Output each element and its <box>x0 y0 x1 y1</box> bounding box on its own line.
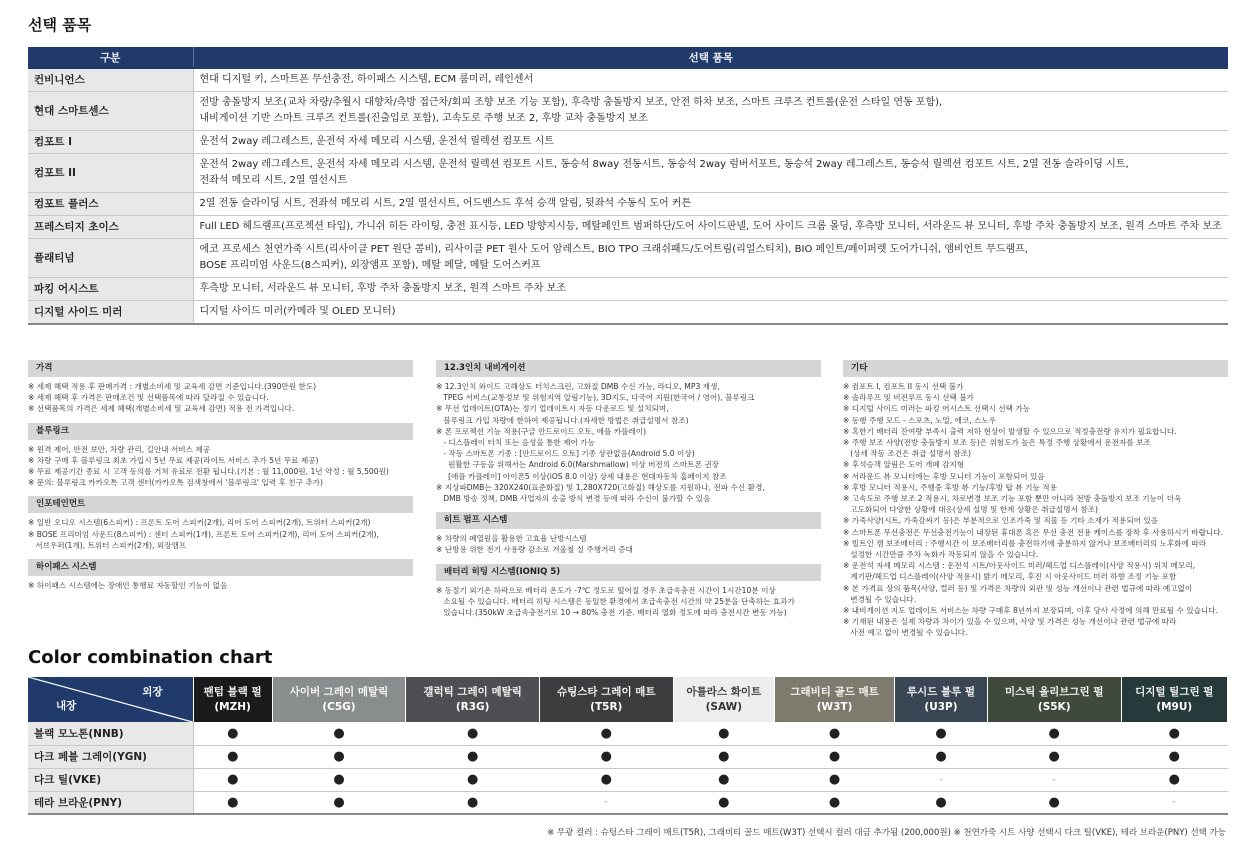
option-items <box>193 216 1228 239</box>
note-line: 사전 예고 없이 변경될 수 있습니다. <box>843 628 968 638</box>
exterior-color-code: (W3T) <box>816 700 853 713</box>
color-combination-table <box>28 677 1228 815</box>
option-row <box>28 301 1228 325</box>
option-category: 컨비니언스 <box>28 68 193 92</box>
available-dot: ● <box>673 768 775 791</box>
option-items-line: Full LED 헤드램프(프로젝션 타입), 가니쉬 히든 라이팅, 충전 표시등, LED 방향지시등, 메탈페인트 범퍼하단/도어 사이드판넬, 도어 사이드 크롬 몰딩, 후측방 모니터, 서라운드 뷰 모니터, 후방 주차 충돌방지 보조, 원격 스마트 주차 보조 <box>199 221 1222 232</box>
note-line: 고도화되어 다양한 상황에 대응(상세 설명 및 한계 상황은 취급설명서 참조) <box>843 505 1098 515</box>
unavailable-mark: - <box>539 791 673 814</box>
interior-label: 내장 <box>56 700 77 712</box>
exterior-color-name: 사이버 그레이 메탈릭 <box>289 685 389 698</box>
available-dot: ● <box>193 722 272 745</box>
notes-column-3 <box>843 360 1228 647</box>
available-dot: ● <box>895 791 988 814</box>
option-row <box>28 92 1228 131</box>
option-row <box>28 154 1228 193</box>
available-dot: ● <box>673 745 775 768</box>
note-block <box>436 512 821 555</box>
available-dot: ● <box>406 768 540 791</box>
option-category: 컴포트 II <box>28 154 193 193</box>
note-line: ※ 운전석 자세 메모리 시스템 : 운전석 시트/아웃사이드 미러/헤드업 디스플레이(사양 적용시) 위치 메모리, <box>843 561 1196 571</box>
exterior-color-code: (M9U) <box>1156 700 1193 713</box>
note-block <box>28 496 413 551</box>
option-row <box>28 216 1228 239</box>
note-block <box>28 559 413 591</box>
available-dot: ● <box>193 768 272 791</box>
interior-row <box>28 745 1228 768</box>
option-category: 컴포트 I <box>28 131 193 154</box>
options-header-items: 선택 품목 <box>193 47 1228 68</box>
note-line: ※ 혹한기 배터리 잔여량 부족시 출력 저하 현상이 발생할 수 있으므로 적정충전량 유지가 필요합니다. <box>843 426 1177 436</box>
notes-column-1 <box>28 360 413 599</box>
note-line: ※ 무료 제공기간 종료 시 고객 동의를 거쳐 유료로 전환 됩니다.(기본 : 월 11,000원, 1년 약정 : 월 5,500원) <box>28 467 389 477</box>
available-dot: ● <box>272 791 406 814</box>
exterior-color-name: 슈팅스타 그레이 매트 <box>556 685 656 698</box>
interior-name: 다크 틸(VKE) <box>28 768 193 791</box>
option-category: 파킹 어시스트 <box>28 278 193 301</box>
exterior-color-header <box>1121 677 1227 722</box>
option-row <box>28 278 1228 301</box>
unavailable-mark: - <box>1121 791 1227 814</box>
note-line: ※ 본 가격표 상의 품목(사양, 컬러 등) 및 가격은 차량의 외관 및 성능 개선이나 관련 법규에 따라 예고없이 <box>843 583 1193 593</box>
note-heading: 배터리 히팅 시스템(IONIQ 5) <box>436 564 821 581</box>
option-items-line: BOSE 프리미엄 사운드(8스피커), 외장앰프 포함), 메탈 페달, 메탈 도어스커프 <box>199 260 541 271</box>
option-items <box>193 301 1228 325</box>
note-line: ※ 난방용 위한 전기 사용량 감소로 겨울철 실 주행거리 증대 <box>436 545 633 555</box>
available-dot: ● <box>272 745 406 768</box>
option-items <box>193 92 1228 131</box>
available-dot: ● <box>406 791 540 814</box>
note-line: DMB 방송 정책, DMB 사업자의 송출 방식 변경 등에 따라 수신이 불가할 수 있음 <box>436 494 711 504</box>
available-dot: ● <box>775 722 895 745</box>
note-heading: 히트 펌프 시스템 <box>436 512 821 529</box>
exterior-color-header <box>987 677 1121 722</box>
exterior-color-code: (S5K) <box>1037 700 1071 713</box>
option-items-line: 운전석 2way 레그레스트, 운전석 자세 메모리 시스템, 운전석 릴렉션 컴포트 시트 <box>199 136 555 147</box>
unavailable-mark: - <box>987 768 1121 791</box>
option-items <box>193 193 1228 216</box>
exterior-color-name: 루시드 블루 펄 <box>906 685 976 698</box>
exterior-color-code: (U3P) <box>924 700 958 713</box>
option-category: 컴포트 플러스 <box>28 193 193 216</box>
option-row <box>28 239 1228 278</box>
option-row <box>28 131 1228 154</box>
color-chart-title: Color combination chart <box>28 647 273 668</box>
option-items <box>193 239 1228 278</box>
available-dot: ● <box>775 791 895 814</box>
option-items-line: 디지털 사이드 미러(카메라 및 OLED 모니터) <box>199 306 396 317</box>
note-heading: 블루링크 <box>28 423 413 440</box>
available-dot: ● <box>895 745 988 768</box>
option-items <box>193 131 1228 154</box>
note-line: ※ 세제 혜택 후 가격은 판매조건 및 선택품목에 따라 달라질 수 있습니다. <box>28 393 269 403</box>
note-block <box>28 423 413 489</box>
note-line: (상세 작동 조건은 취급 설명서 참조) <box>843 449 971 459</box>
option-items-line: 내비게이션 기반 스마트 크루즈 컨트롤(진출입로 포함), 고속도로 주행 보조 2, 후방 교차 충돌방지 보조 <box>199 113 648 124</box>
note-block <box>436 360 821 504</box>
note-line: ※ 차량의 폐열원을 활용한 고효율 난방시스템 <box>436 534 587 544</box>
note-line: ※ 컴포트 I, 컴포트 II 동시 선택 불가 <box>843 382 964 391</box>
available-dot: ● <box>1121 745 1227 768</box>
exterior-color-header <box>539 677 673 722</box>
exterior-color-code: (T5R) <box>590 700 623 713</box>
exterior-color-header <box>193 677 272 722</box>
section-title: 선택 품목 <box>28 16 92 34</box>
option-category: 플래티넘 <box>28 239 193 278</box>
note-block <box>28 360 413 415</box>
note-line: 소요될 수 있습니다. 배터리 히팅 시스템은 동일한 환경에서 초급속충전 시간의 약 25분을 단축하는 효과가 <box>436 596 795 606</box>
exterior-color-header <box>895 677 988 722</box>
note-line: 계기판/헤드업 디스플레이(사양 적용시) 밝기 메모리, 후진 시 아웃사이드 미러 하향 조정 기능 포함 <box>843 572 1177 582</box>
option-items-line: 전좌석 메모리 시트, 2열 열선시트 <box>199 175 348 186</box>
exterior-color-name: 갤럭틱 그레이 메탈릭 <box>423 685 522 698</box>
available-dot: ● <box>1121 768 1227 791</box>
note-line: ※ 동절기 외기온 하락으로 배터리 온도가 -7℃ 정도로 떨어질 경우 초급속충전 시간이 1시간10분 이상 <box>436 585 776 595</box>
exterior-color-name: 그래비티 골드 매트 <box>790 685 879 698</box>
note-heading: 기타 <box>843 360 1228 377</box>
available-dot: ● <box>987 722 1121 745</box>
note-block <box>843 360 1228 639</box>
available-dot: ● <box>406 745 540 768</box>
note-line: TPEG 서비스(교통정보 및 위험지역 알림기능), 3D지도, 다국어 지원(한국어 / 영어), 블루링크 <box>436 393 755 403</box>
option-items <box>193 278 1228 301</box>
note-line: 블루링크 가입 차량에 한하여 제공됩니다.(자세한 방법은 취급설명서 참조) <box>436 415 689 425</box>
note-line: - 작동 스마트폰 기종 : [안드로이드 오토] 기종 상관없음(Android 5.0 이상) <box>436 449 695 459</box>
note-line: ※ 지상파DMB는 320X240(표준화질) 및 1,280X720(고화질) 해상도를 지원하나, 전파 수신 환경, <box>436 482 765 492</box>
exterior-color-code: (MZH) <box>214 700 251 713</box>
note-line: 서브우퍼(1개), 트위터 스피커(2개), 외장앰프 <box>28 540 187 550</box>
note-line: ※ BOSE 프리미엄 사운드(8스피커) : 센터 스피커(1개), 프론트 도어 스피커(2개), 리어 도어 스피커(2개), <box>28 529 379 539</box>
note-line: ※ 동행 주행 모드 - 스포츠, 노멀, 에코, 스노우 <box>843 415 997 425</box>
available-dot: ● <box>987 791 1121 814</box>
option-row <box>28 193 1228 216</box>
exterior-color-code: (SAW) <box>705 700 743 713</box>
option-items-line: 운전석 2way 레그레스트, 운전석 자세 메모리 시스템, 운전석 릴렉션 컴포트 시트, 동승석 8way 전동시트, 동승석 2way 럼버서포트, 동승석 2way 레그레스트, 동승석 릴렉션 컴포트 시트, 2열 전동 슬라이딩 시트, <box>199 159 1129 170</box>
option-items-line: 전방 충돌방지 보조(교차 차량/추월시 대향차/측방 접근차/회피 조향 보조 기능 포함), 후측방 충돌방지 보조, 안전 하차 보조, 스마트 크루즈 컨트롤(운전 스타일 연동 포함), <box>199 97 943 108</box>
option-items-line: 2열 전동 슬라이딩 시트, 전좌석 메모리 시트, 2열 열선시트, 어드밴스드 후석 승객 알림, 뒷좌석 수동식 도어 커튼 <box>199 198 692 209</box>
exterior-color-name: 팬텀 블랙 펄 <box>203 685 262 698</box>
available-dot: ● <box>539 768 673 791</box>
note-line: 설정한 시간만큼 주차 녹화가 작동되지 않을 수 있습니다. <box>843 550 1039 560</box>
note-line: [애플 카플레이] 아이폰5 이상(iOS 8.0 이상) 상세 내용은 현대자동차 홈페이지 참조 <box>436 471 727 481</box>
available-dot: ● <box>895 722 988 745</box>
note-heading: 가격 <box>28 360 413 377</box>
available-dot: ● <box>193 745 272 768</box>
note-line: ※ 후방 모니터 적용시, 주행중 후방 뷰 기능/후방 탑 뷰 기능 적용 <box>843 482 1057 492</box>
note-line: ※ 가죽사양(시트, 가죽감싸기 등)은 부분적으로 인조가죽 및 직물 등 기타 소재가 적용되어 있음 <box>843 516 1159 526</box>
note-line: ※ 기재된 내용은 실제 차량과 차이가 있을 수 있으며, 사양 및 가격은 성능 개선이나 관련 법규에 따라 <box>843 617 1177 627</box>
available-dot: ● <box>539 745 673 768</box>
option-category: 현대 스마트센스 <box>28 92 193 131</box>
option-items <box>193 68 1228 92</box>
note-heading: 인포테인먼트 <box>28 496 413 513</box>
note-line: ※ 솔라루프 및 비전루프 동시 선택 불가 <box>843 393 974 403</box>
note-line: 원활한 구동을 위해서는 Android 6.0(Marshmallow) 이상 버전의 스마트폰 권장 <box>436 460 720 470</box>
exterior-color-header <box>406 677 540 722</box>
note-heading: 하이패스 시스템 <box>28 559 413 576</box>
note-line: ※ 폰 프로젝션 기능 적용(구글 안드로이드 오토, 애플 카플레이) <box>436 426 647 436</box>
interior-name: 블랙 모노톤(NNB) <box>28 722 193 745</box>
options-header-category: 구분 <box>28 47 193 68</box>
note-block <box>436 564 821 619</box>
interior-row <box>28 722 1228 745</box>
note-line: ※ 고속도로 주행 보조 2 적용시, 차로변경 보조 기능 포함 뿐만 아니라 전방 충돌방지 보조 기능이 더욱 <box>843 494 1182 504</box>
interior-row <box>28 791 1228 814</box>
note-line: ※ 빌트인 캠 보조배터리 : 주행시간 이 보조배터리를 충전하기에 충분하지 않거나 보조배터리의 노후화에 따라 <box>843 538 1207 548</box>
exterior-label: 외장 <box>142 686 163 698</box>
option-row <box>28 68 1228 92</box>
option-category: 디지털 사이드 미러 <box>28 301 193 325</box>
footnote: ※ 무광 컬러 : 슈팅스타 그레이 매트(T5R), 그래비티 골드 매트(W3T) 선택시 컬러 대금 추가됨 (200,000원) ※ 천연가죽 시트 사양 선택시 다크 틸(VKE), 테라 브라운(PNY) 선택 가능 <box>547 828 1226 838</box>
available-dot: ● <box>1121 722 1227 745</box>
note-line: ※ 일반 오디오 시스템(6스피커) : 프론트 도어 스피커(2개), 리어 도어 스피커(2개), 트위터 스피커(2개) <box>28 518 371 528</box>
option-category: 프레스티지 초이스 <box>28 216 193 239</box>
option-items-line: 에코 프로세스 천연가죽 시트(리사이클 PET 원단 콤비), 리사이클 PET 원사 도어 암레스트, BIO TPO 크래쉬패드/도어트림(리얼스티치), BIO 페인트/페이퍼렛 도어가니쉬, 앰비언트 무드램프, <box>199 244 1028 255</box>
note-line: ※ 12.3인치 와이드 고해상도 터치스크린, 고화질 DMB 수신 가능, 라디오, MP3 재생, <box>436 382 720 391</box>
available-dot: ● <box>193 791 272 814</box>
note-line: ※ 무선 업데이트(OTA)는 정기 업데이트시 자동 다운로드 및 설치되며, <box>436 404 669 414</box>
available-dot: ● <box>673 722 775 745</box>
note-line: 있습니다.(350kW 초급속충전기로 10 → 80% 충전 기준. 배터리 열화 정도에 따라 충전시간 변동 가능) <box>436 608 787 618</box>
note-line: 변경될 수 있습니다. <box>843 594 917 604</box>
note-line: ※ 차량 구매 후 블루링크 최초 가입시 5년 무료 제공(라이트 서비스 추가 5년 무료 제공) <box>28 455 319 465</box>
note-line: ※ 문의: 블루링크 카카오톡 고객 센터(카카오톡 검색창에서 '블루링크' 입력 후 친구 추가) <box>28 478 323 488</box>
note-line: - 디스플레이 터치 또는 음성을 통한 제어 가능 <box>436 438 595 448</box>
exterior-color-name: 아틀라스 화이트 <box>686 685 762 698</box>
option-items-line: 후측방 모니터, 서라운드 뷰 모니터, 후방 주차 충돌방지 보조, 원격 스마트 주차 보조 <box>199 283 566 294</box>
available-dot: ● <box>539 722 673 745</box>
note-line: ※ 원격 제어, 안전 보안, 차량 관리, 길안내 서비스 제공 <box>28 444 211 454</box>
note-heading: 12.3인치 내비게이션 <box>436 360 821 377</box>
exterior-color-name: 디지털 틸그린 펄 <box>1135 685 1214 698</box>
note-line: ※ 후석승객 알림은 도어 개폐 감지형 <box>843 460 965 470</box>
note-line: ※ 하이패스 시스템에는 장애인 통행료 자동할인 기능이 없음 <box>28 581 228 591</box>
corner-header <box>28 677 193 722</box>
available-dot: ● <box>272 768 406 791</box>
exterior-color-header <box>775 677 895 722</box>
note-line: ※ 주행 보조 사양(전방 충돌방지 보조 등)은 위험도가 높은 특정 주행 상황에서 운전자를 보조 <box>843 438 1151 448</box>
exterior-color-name: 미스틱 올리브그린 펄 <box>1004 685 1104 698</box>
exterior-color-code: (R3G) <box>455 700 490 713</box>
notes-column-2 <box>436 360 821 626</box>
diagonal-divider <box>28 677 193 722</box>
options-table <box>28 47 1228 325</box>
note-line: ※ 선택품목의 가격은 세제 혜택(개별소비세 및 교육세 감면) 적용 전 가격입니다. <box>28 404 295 414</box>
note-line: ※ 내비게이션 지도 업데이트 서비스는 차량 구매후 8년까지 보장되며, 이후 당사 사정에 의해 만료될 수 있습니다. <box>843 606 1218 616</box>
unavailable-mark: - <box>895 768 988 791</box>
available-dot: ● <box>987 745 1121 768</box>
available-dot: ● <box>673 791 775 814</box>
available-dot: ● <box>272 722 406 745</box>
interior-row <box>28 768 1228 791</box>
exterior-color-header <box>272 677 406 722</box>
available-dot: ● <box>406 722 540 745</box>
note-line: ※ 서라운드 뷰 모니터에는 후방 모니터 기능이 포함되어 있음 <box>843 471 1045 481</box>
note-line: ※ 스마트폰 무선충전은 무선충전기능이 내장된 휴대폰 혹은 무선 충전 전용 케이스를 장착 후 사용하시기 바랍니다. <box>843 527 1224 537</box>
option-items-line: 현대 디지털 키, 스마트폰 무선충전, 하이패스 시스템, ECM 룸미러, 레인센서 <box>199 74 534 85</box>
note-line: ※ 디지털 사이드 미러는 파킹 어시스트 선택시 선택 가능 <box>843 404 1031 414</box>
available-dot: ● <box>775 768 895 791</box>
note-line: ※ 세제 혜택 적용 후 판매가격 : 개별소비세 및 교육세 감면 기준입니다.(390만원 한도) <box>28 382 317 391</box>
available-dot: ● <box>775 745 895 768</box>
option-items <box>193 154 1228 193</box>
interior-name: 다크 페블 그레이(YGN) <box>28 745 193 768</box>
exterior-color-code: (C5G) <box>322 700 356 713</box>
interior-name: 테라 브라운(PNY) <box>28 791 193 814</box>
exterior-color-header <box>673 677 775 722</box>
